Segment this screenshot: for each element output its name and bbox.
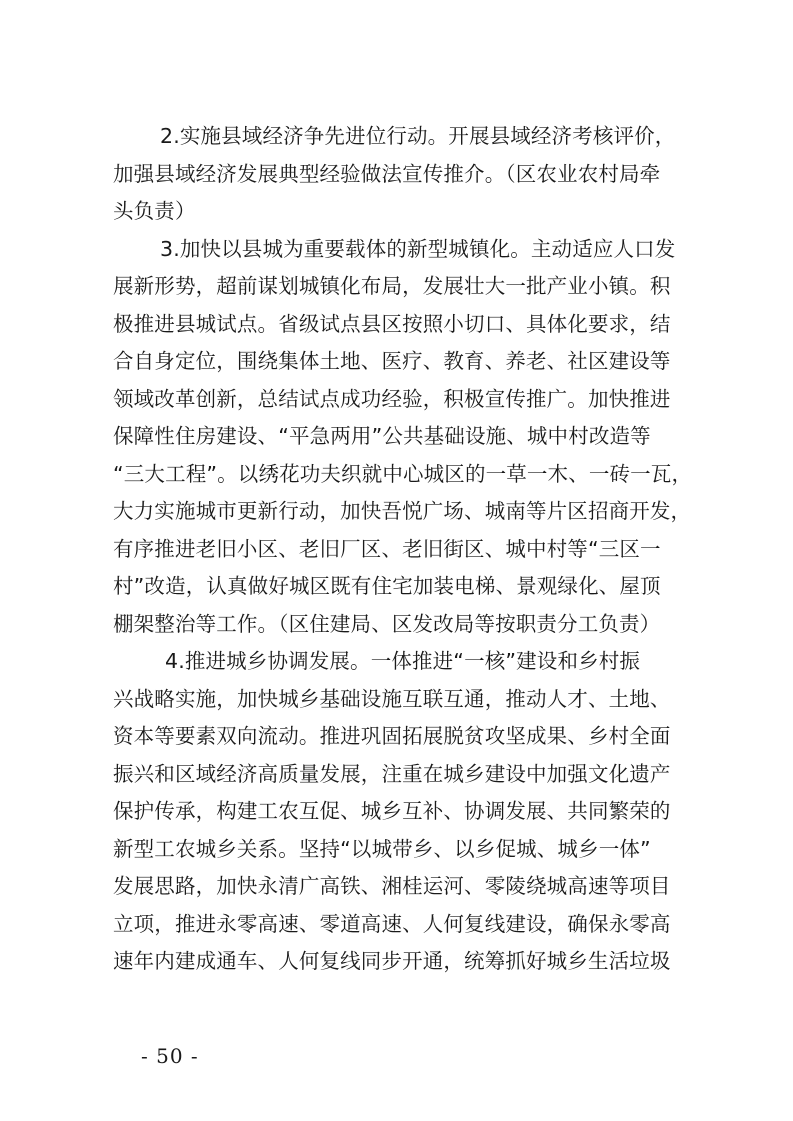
page-number: - 50 - bbox=[141, 1044, 199, 1068]
text-line: 合自身定位，围绕集体土地、医疗、教育、养老、社区建设等 bbox=[113, 349, 671, 373]
text-line: 2.实施县域经济争先进位行动。开展县域经济考核评价， bbox=[160, 124, 676, 148]
text-line: 振兴和区域经济高质量发展，注重在城乡建设中加强文化遗产 bbox=[113, 761, 671, 786]
text-line: 有序推进老旧小区、老旧厂区、老旧街区、城中村等“三区一 bbox=[113, 536, 661, 561]
text-line: 大力实施城市更新行动，加快吾悦广场、城南等片区招商开发， bbox=[113, 499, 692, 523]
document-body bbox=[113, 118, 693, 981]
text-line: 展新形势，超前谋划城镇化布局，发展壮大一批产业小镇。积 bbox=[113, 274, 671, 298]
text-line: “三大工程”。以绣花功夫织就中心城区的一草一木、一砖一瓦， bbox=[113, 461, 693, 486]
text-line: 棚架整治等工作。（区住建局、区发改局等按职责分工负责） bbox=[113, 611, 661, 636]
text-line: 领域改革创新，总结试点成功经验，积极宣传推广。加快推进 bbox=[113, 386, 671, 411]
text-line: 保障性住房建设、“平急两用”公共基础设施、城中村改造等 bbox=[113, 424, 651, 448]
text-line: 4.推进城乡协调发展。一体推进“一核”建设和乡村振 bbox=[165, 649, 641, 673]
text-line: 保护传承，构建工农互促、城乡互补、协调发展、共同繁荣的 bbox=[113, 799, 671, 823]
text-line: 村”改造，认真做好城区既有住宅加装电梯、景观绿化、屋顶 bbox=[113, 574, 661, 598]
text-line: 头负责） bbox=[113, 199, 196, 223]
text-line: 发展思路，加快永清广高铁、湘桂运河、零陵绕城高速等项目 bbox=[113, 874, 671, 898]
text-line: 兴战略实施，加快城乡基础设施互联互通，推动人才、土地、 bbox=[113, 686, 671, 711]
text-line: 速年内建成通车、人何复线同步开通，统筹抓好城乡生活垃圾 bbox=[113, 949, 671, 973]
text-line: 立项，推进永零高速、零道高速、人何复线建设，确保永零高 bbox=[113, 911, 671, 936]
text-line: 加强县域经济发展典型经验做法宣传推介。（区农业农村局牵 bbox=[113, 161, 661, 186]
text-line: 3.加快以县城为重要载体的新型城镇化。主动适应人口发 bbox=[160, 236, 676, 261]
text-line: 新型工农城乡关系。坚持“以城带乡、以乡促城、城乡一体” bbox=[113, 836, 651, 861]
text-line: 资本等要素双向流动。推进巩固拓展脱贫攻坚成果、乡村全面 bbox=[113, 724, 671, 748]
text-line: 极推进县城试点。省级试点县区按照小切口、具体化要求，结 bbox=[113, 311, 671, 336]
